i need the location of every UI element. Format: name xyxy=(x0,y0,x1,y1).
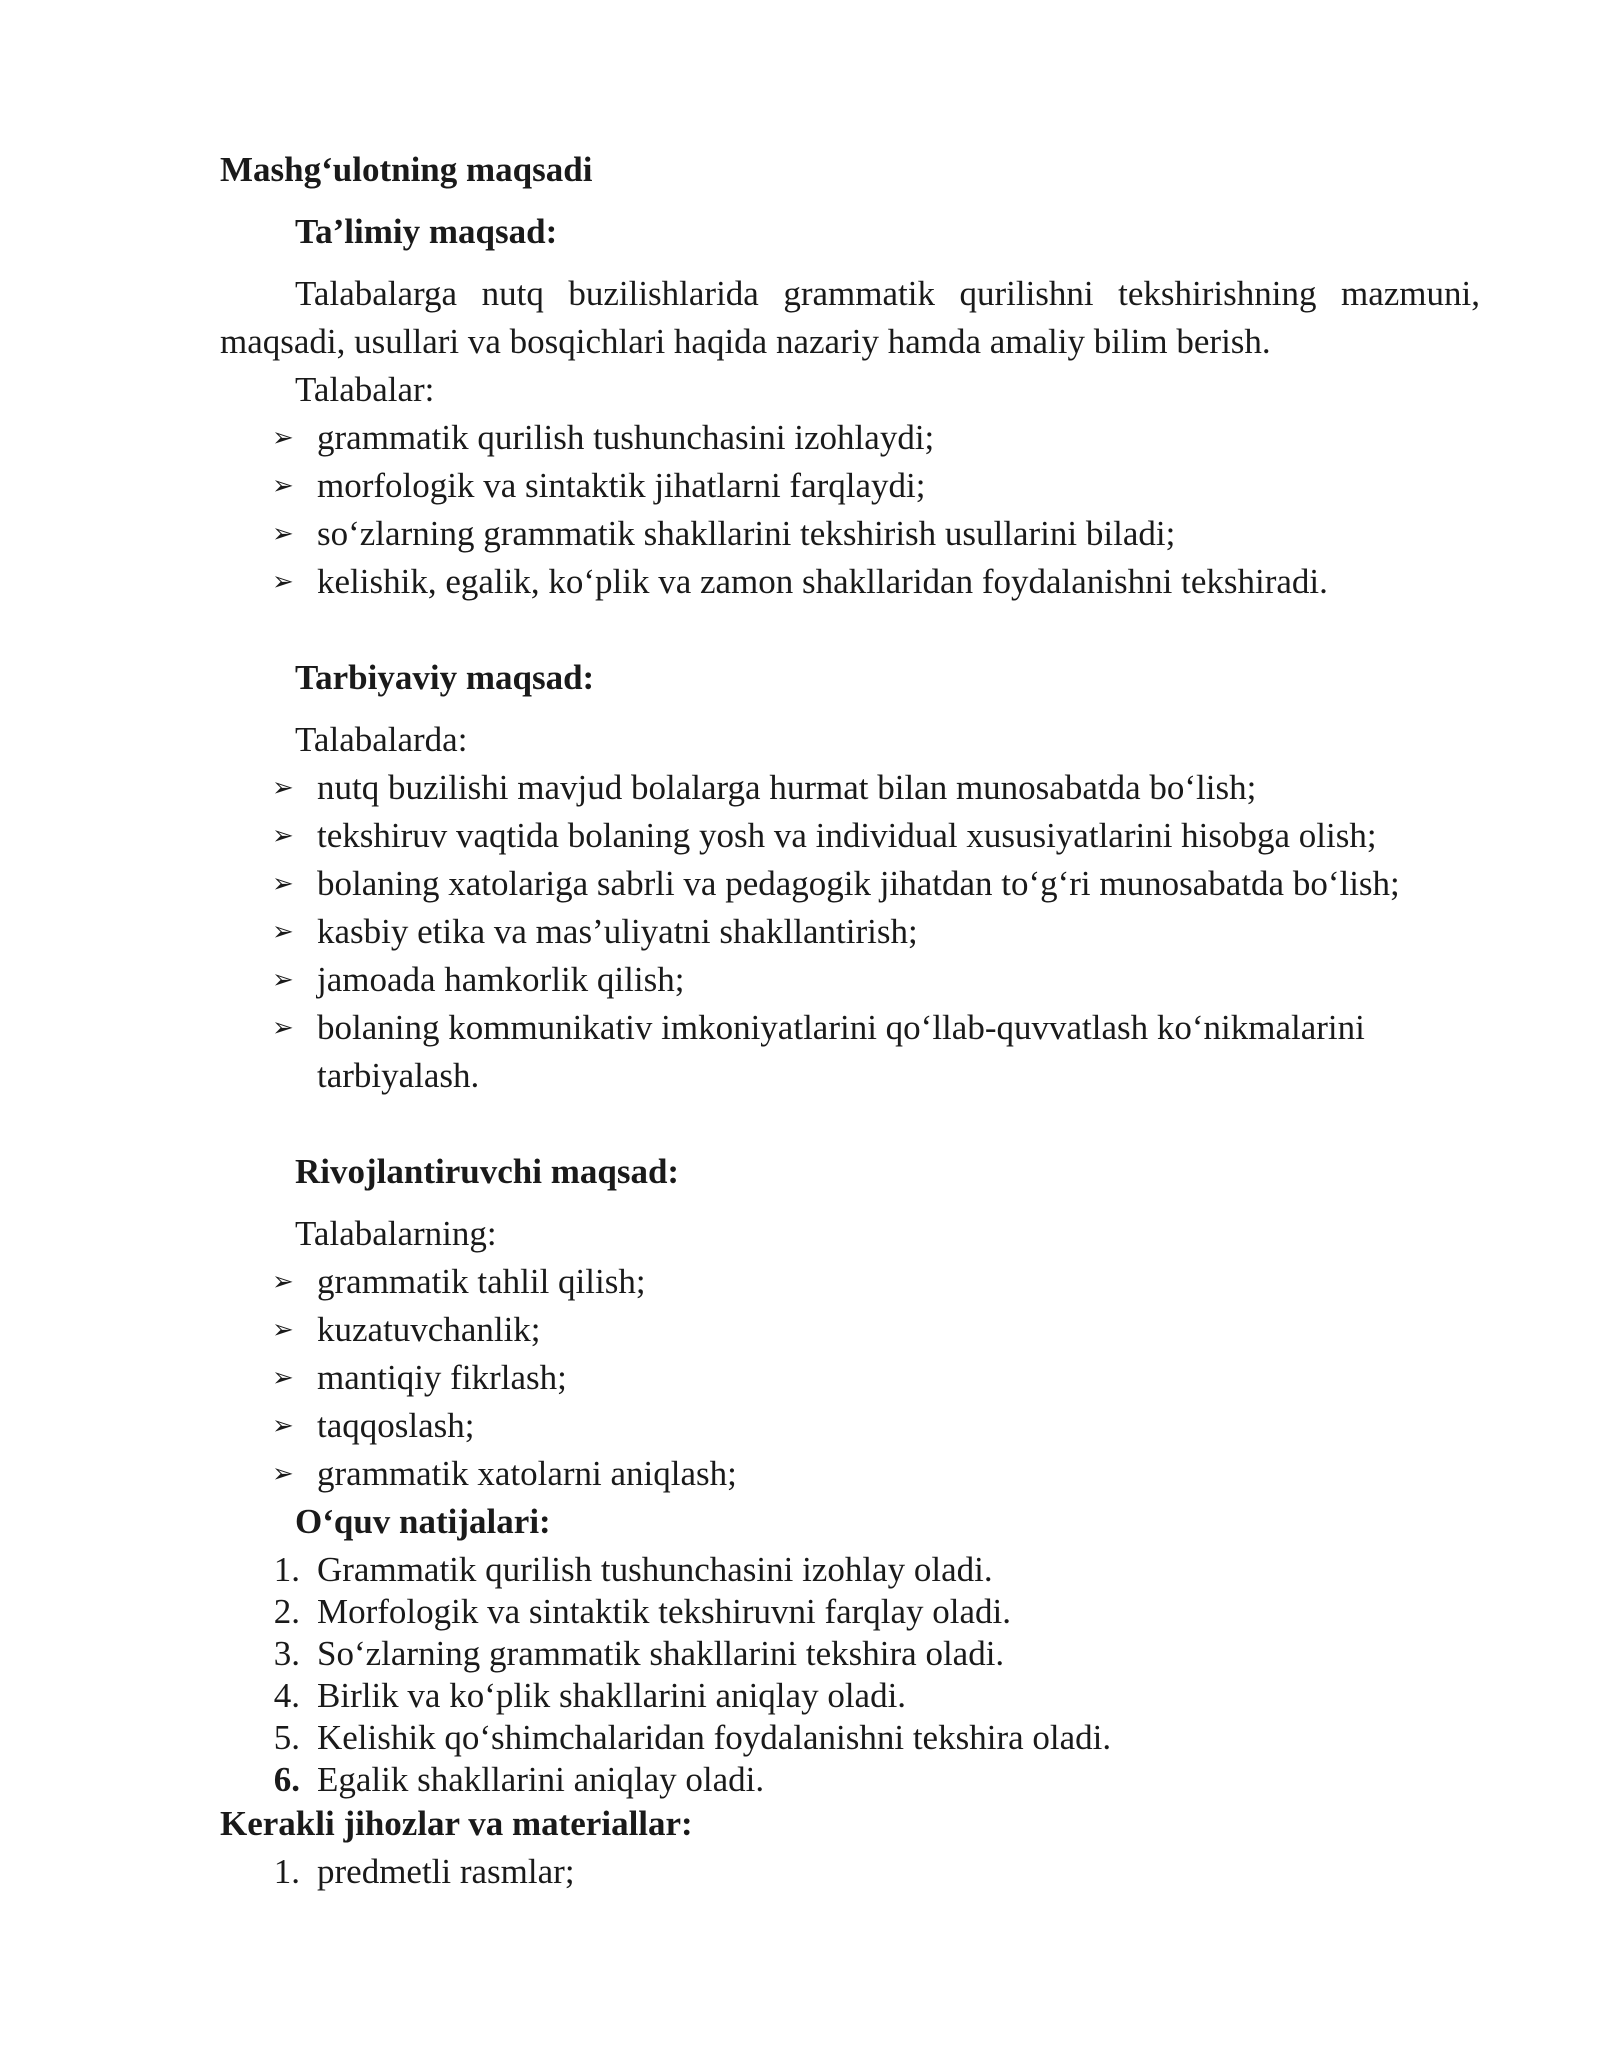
list-item: nutq buzilishi mavjud bolalarga hurmat bilan munosabatda bo‘lish; xyxy=(317,768,1257,807)
list-item: bolaning kommunikativ imkoniyatlarini qo‘llab-quvvatlash ko‘nikmalarini xyxy=(317,1008,1365,1047)
list-item: so‘zlarning grammatik shakllarini tekshirish usullarini biladi; xyxy=(317,514,1176,553)
list-number: 6. xyxy=(273,1760,300,1799)
numbered-item: predmetli rasmlar; xyxy=(317,1852,575,1891)
list-number: 5. xyxy=(273,1718,300,1757)
list-item: tekshiruv vaqtida bolaning yosh va individual xususiyatlarini hisobga olish; xyxy=(317,816,1377,855)
document-heading: Mashg‘ulotning maqsadi xyxy=(220,150,593,189)
talimiy-paragraph-line1: Talabalarga nutq buzilishlarida grammatik qurilishni tekshirishning mazmuni, xyxy=(295,274,1480,313)
numbered-item: Kelishik qo‘shimchalaridan foydalanishni tekshira oladi. xyxy=(317,1718,1112,1757)
numbered-item: Birlik va ko‘plik shakllarini aniqlay oladi. xyxy=(317,1676,907,1715)
bullet-icon: ➢ xyxy=(272,917,294,946)
list-number: 1. xyxy=(273,1550,300,1589)
section-title-tarbiyaviy: Tarbiyaviy maqsad: xyxy=(295,658,595,697)
bullet-icon: ➢ xyxy=(272,869,294,898)
bullet-icon: ➢ xyxy=(272,1013,294,1042)
list-number: 4. xyxy=(273,1676,300,1715)
numbered-item: So‘zlarning grammatik shakllarini tekshira oladi. xyxy=(317,1634,1005,1673)
talimiy-intro: Talabalar: xyxy=(295,370,435,409)
list-item: kuzatuvchanlik; xyxy=(317,1310,541,1349)
tarbiyaviy-intro: Talabalarda: xyxy=(295,720,468,759)
bullet-icon: ➢ xyxy=(272,1267,294,1296)
section-title-natijalar: O‘quv natijalari: xyxy=(295,1502,551,1541)
section-title-talimiy: Ta’limiy maqsad: xyxy=(295,212,558,251)
section-title-jihozlar: Kerakli jihozlar va materiallar: xyxy=(220,1804,693,1843)
list-item: jamoada hamkorlik qilish; xyxy=(317,960,685,999)
bullet-icon: ➢ xyxy=(272,519,294,548)
bullet-icon: ➢ xyxy=(272,821,294,850)
bullet-icon: ➢ xyxy=(272,567,294,596)
section-title-rivojlantiruvchi: Rivojlantiruvchi maqsad: xyxy=(295,1152,680,1191)
list-item-continuation: tarbiyalash. xyxy=(317,1056,480,1095)
bullet-icon: ➢ xyxy=(272,1459,294,1488)
list-item: grammatik tahlil qilish; xyxy=(317,1262,646,1301)
numbered-item: Morfologik va sintaktik tekshiruvni farqlay oladi. xyxy=(317,1592,1012,1631)
bullet-icon: ➢ xyxy=(272,965,294,994)
list-item: grammatik qurilish tushunchasini izohlaydi; xyxy=(317,418,935,457)
list-item: taqqoslash; xyxy=(317,1406,475,1445)
talimiy-paragraph-line2: maqsadi, usullari va bosqichlari haqida nazariy hamda amaliy bilim berish. xyxy=(220,322,1271,361)
bullet-icon: ➢ xyxy=(272,1315,294,1344)
numbered-item: Egalik shakllarini aniqlay oladi. xyxy=(317,1760,765,1799)
list-item: morfologik va sintaktik jihatlarni farqlaydi; xyxy=(317,466,926,505)
bullet-icon: ➢ xyxy=(272,471,294,500)
rivojlantiruvchi-intro: Talabalarning: xyxy=(295,1214,497,1253)
bullet-icon: ➢ xyxy=(272,1411,294,1440)
list-number: 2. xyxy=(273,1592,300,1631)
numbered-item: Grammatik qurilish tushunchasini izohlay oladi. xyxy=(317,1550,993,1589)
list-item: kelishik, egalik, ko‘plik va zamon shakllaridan foydalanishni tekshiradi. xyxy=(317,562,1328,601)
bullet-icon: ➢ xyxy=(272,773,294,802)
list-item: grammatik xatolarni aniqlash; xyxy=(317,1454,737,1493)
list-item: mantiqiy fikrlash; xyxy=(317,1358,567,1397)
list-item: bolaning xatolariga sabrli va pedagogik jihatdan to‘g‘ri munosabatda bo‘lish; xyxy=(317,864,1400,903)
list-number: 1. xyxy=(273,1852,300,1891)
list-number: 3. xyxy=(273,1634,300,1673)
bullet-icon: ➢ xyxy=(272,423,294,452)
bullet-icon: ➢ xyxy=(272,1363,294,1392)
list-item: kasbiy etika va mas’uliyatni shakllantirish; xyxy=(317,912,918,951)
